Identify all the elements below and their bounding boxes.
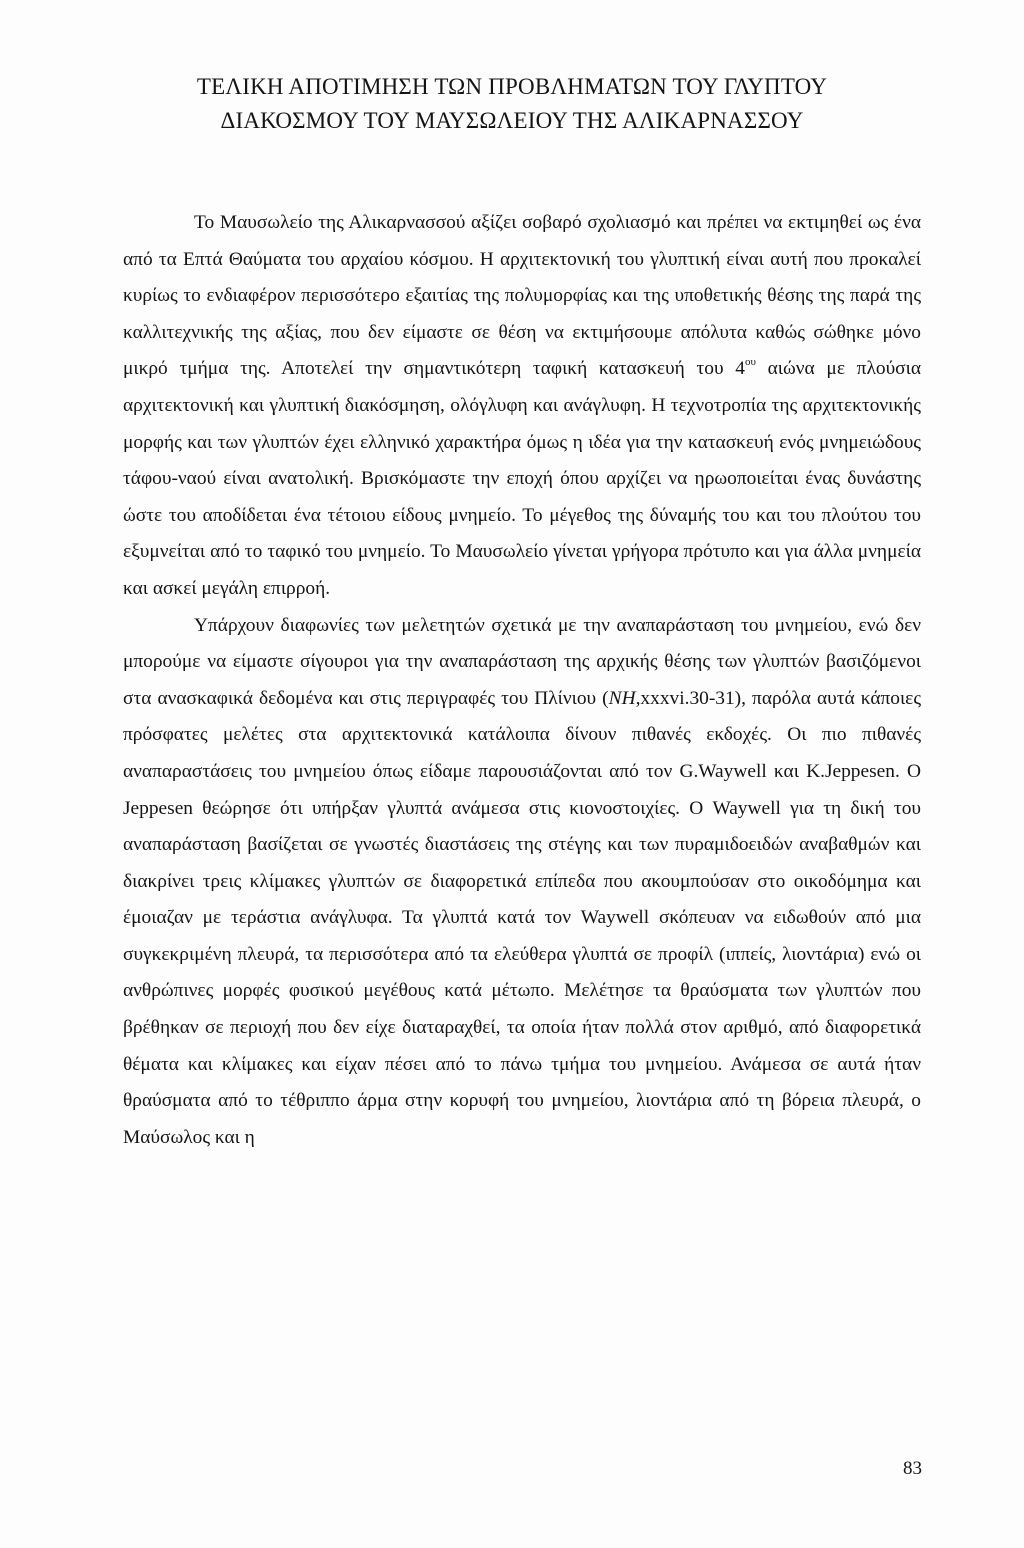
- paragraph-1-text-a: Το Μαυσωλείο της Αλικαρνασσού αξίζει σοβαρό σχολιασμό και πρέπει να εκτιμηθεί ως ένα από τα Επτά Θαύματα του αρχαίου κόσμου. Η αρχιτεκτονική του γλυπτική είναι αυτή που προκαλεί κυρίως το ενδιαφέρον περισσότερο εξαιτίας της πολυμορφίας και της υποθετικής θέσης της παρά της καλλιτεχνικής της αξίας, που δεν είμαστε σε θέση να εκτιμήσουμε απόλυτα καθώς σώθηκε μόνο μικρό τμήμα της. Αποτελεί την σημαντικότερη ταφική κατασκευή του 4: [123, 212, 921, 380]
- paragraph-2: [123, 608, 921, 1157]
- page-title: [60, 70, 964, 138]
- paragraph-2-text-a: Υπάρχουν διαφωνίες των μελετητών σχετικά με την αναπαράσταση του μνημείου, ενώ δεν μπορούμε να είμαστε σίγουροι για την αναπαράσταση της αρχικής θέσης των γλυπτών βασιζόμενοι στα ανασκαφικά δεδομένα και στις περιγραφές του Πλίνιου (: [123, 614, 921, 709]
- paragraph-1-text-b: αιώνα με πλούσια αρχιτεκτονική και γλυπτική διακόσμηση, ολόγλυφη και ανάγλυφη. Η τεχνοτροπία της αρχιτεκτονικής μορφής και των γλυπτών έχει ελληνικό χαρακτήρα όμως η ιδέα για την κατασκευή ενός μνημειώδους τάφου-ναού είναι ανατολική. Βρισκόμαστε την εποχή όπου αρχίζει να ηρωοποιείται ένας δυνάστης ώστε του αποδίδεται ένα τέτοιου είδους μνημείο. Το μέγεθος της δύναμής του και του πλούτου του εξυμνείται από το ταφικό του μνημείο. Το Μαυσωλείο γίνεται γρήγορα πρότυπο και για άλλα μνημεία και ασκεί μεγάλη επιρροή.: [123, 358, 921, 599]
- superscript-century: ου: [744, 356, 756, 369]
- body-text: [123, 205, 921, 1156]
- title-line-2: ΔΙΑΚΟΣΜΟΥ ΤΟΥ ΜΑΥΣΩΛΕΙΟΥ ΤΗΣ ΑΛΙΚΑΡΝΑΣΣΟΥ: [220, 108, 804, 133]
- title-line-1: ΤΕΛΙΚΗ ΑΠΟΤΙΜΗΣΗ ΤΩΝ ΠΡΟΒΛΗΜΑΤΩΝ ΤΟΥ ΓΛΥΠΤΟΥ: [196, 74, 828, 99]
- page-number: 83: [903, 1458, 922, 1479]
- paragraph-2-text-b: ,xxxvi.30-31), παρόλα αυτά κάποιες πρόσφατες μελέτες στα αρχιτεκτονικά κατάλοιπα δίνουν πιθανές εκδοχές. Οι πιο πιθανές αναπαραστάσεις του μνημείου όπως είδαμε παρουσιάζονται από τον G.Waywell και K.Jeppesen. Ο Jeppesen θεώρησε ότι υπήρξαν γλυπτά ανάμεσα στις κιονοστοιχίες. Ο Waywell για τη δική του αναπαράσταση βασίζεται σε γνωστές διαστάσεις της στέγης και των πυραμιδοειδών αναβαθμών και διακρίνει τρεις κλίμακες γλυπτών σε διαφορετικά επίπεδα που ακουμπούσαν στο οικοδόμημα και έμοιαζαν με τεράστια ανάγλυφα. Τα γλυπτά κατά τον Waywell σκόπευαν να ειδωθούν από μια συγκεκριμένη πλευρά, τα περισσότερα από τα ελεύθερα γλυπτά σε προφίλ (ιππείς, λιοντάρια) ενώ οι ανθρώπινες μορφές φυσικού μεγέθους κατά μέτωπο. Μελέτησε τα θραύσματα των γλυπτών που βρέθηκαν σε περιοχή που δεν είχε διαταραχθεί, τα οποία ήταν πολλά στον αριθμό, από διαφορετικά θέματα και κλίμακες και είχαν πέσει από το πάνω τμήμα του μνημείου. Ανάμεσα σε αυτά ήταν θραύσματα από το τέθριππο άρμα στην κορυφή του μνημείου, λιοντάρια από τη βόρεια πλευρά, ο Μαύσωλος και η: [123, 687, 922, 1148]
- paragraph-1: [123, 205, 921, 608]
- citation-nh: NH: [608, 687, 636, 709]
